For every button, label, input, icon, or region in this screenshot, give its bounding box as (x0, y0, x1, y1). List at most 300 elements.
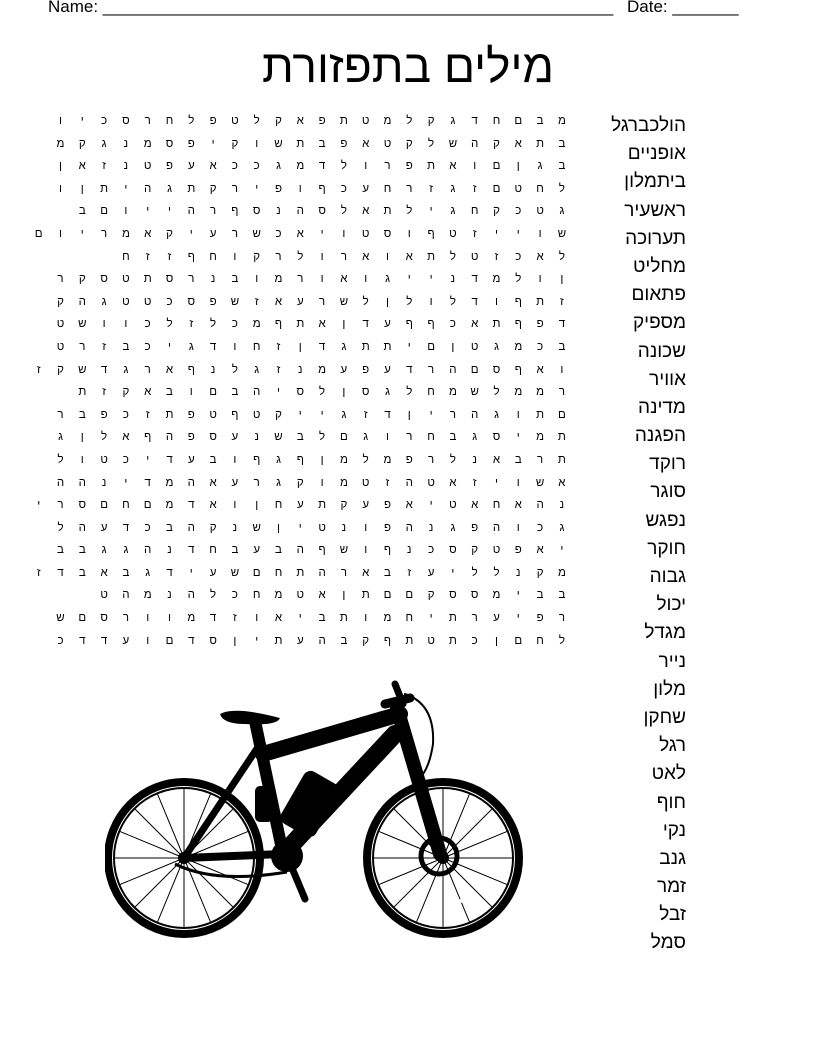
grid-letter: ש (56, 612, 65, 625)
grid-letter: נ (123, 137, 129, 150)
grid-letter: ז (36, 566, 41, 579)
grid-letter: י (429, 612, 433, 625)
grid-letter: ש (448, 137, 458, 150)
grid-letter: פ (274, 182, 282, 195)
grid-letter: ו (233, 499, 237, 512)
grid-letter: ס (361, 386, 370, 399)
grid-letter: י (320, 408, 324, 421)
grid-letter: א (209, 499, 217, 512)
grid-letter: ם (100, 499, 108, 512)
grid-letter: ט (252, 408, 261, 421)
grid-letter: ח (122, 499, 130, 512)
grid-letter: ד (209, 612, 217, 625)
grid-letter: ר (144, 363, 151, 376)
grid-letter: י (516, 431, 520, 444)
grid-letter: א (405, 499, 413, 512)
grid-letter: י (451, 566, 455, 579)
grid-letter: י (320, 227, 324, 240)
grid-letter: ם (339, 431, 348, 444)
grid-letter: ע (187, 160, 195, 173)
grid-letter: ל (188, 115, 195, 127)
word-list-item: ביתמלון (624, 171, 686, 193)
grid-letter: ו (59, 182, 62, 195)
grid-letter: ה (296, 544, 304, 557)
grid-letter: ל (319, 431, 326, 444)
grid-letter: ו (364, 160, 368, 173)
grid-letter: ז (254, 295, 259, 308)
grid-letter: ט (209, 408, 217, 421)
grid-letter: ר (275, 250, 282, 263)
grid-letter: ט (361, 476, 370, 489)
seat (220, 711, 280, 725)
grid-letter: ד (318, 340, 326, 353)
grid-letter: א (296, 115, 304, 127)
grid-letter: ת (100, 182, 109, 195)
grid-letter: ל (340, 205, 347, 218)
grid-letter: ת (339, 115, 348, 127)
grid-letter: ף (318, 182, 326, 195)
grid-letter: א (209, 476, 217, 489)
grid-letter: ף (144, 431, 152, 444)
grid-letter: ז (429, 182, 433, 195)
grid-letter: א (165, 363, 174, 376)
grid-letter: ו (189, 386, 193, 399)
grid-letter: ט (470, 340, 479, 353)
grid-letter: ו (59, 115, 62, 127)
grid-letter: ט (427, 634, 435, 647)
grid-letter: ז (189, 318, 194, 331)
grid-letter: ל (253, 115, 260, 127)
grid-letter: ר (340, 566, 347, 579)
grid-letter: י (407, 340, 411, 353)
grid-letter: ע (340, 363, 348, 376)
grid-letter: ב (231, 273, 239, 286)
grid-letter: ג (494, 340, 499, 353)
grid-letter: א (492, 453, 501, 466)
grid-letter: א (558, 476, 566, 489)
grid-letter: ז (407, 566, 412, 579)
grid-letter: ד (209, 340, 217, 353)
grid-letter: פ (405, 453, 413, 466)
grid-letter: ל (362, 453, 369, 466)
grid-letter: ו (429, 295, 433, 308)
grid-letter: ד (471, 295, 478, 308)
grid-letter: ל (449, 453, 456, 466)
word-list-item: נייר (658, 650, 686, 672)
grid-letter: נ (167, 589, 172, 602)
grid-letter: ע (362, 499, 370, 512)
grid-letter: ר (406, 182, 413, 195)
grid-letter: ה (318, 566, 326, 579)
grid-letter: ו (146, 612, 150, 625)
grid-letter: פ (471, 521, 479, 534)
grid-letter: ג (472, 431, 478, 444)
grid-letter: ה (144, 544, 152, 557)
grid-letter: פ (187, 431, 195, 444)
grid-letter: ג (363, 431, 369, 444)
grid-letter: ו (320, 250, 324, 263)
grid-letter: ט (449, 227, 457, 240)
grid-letter: ב (166, 386, 173, 399)
grid-letter: א (514, 137, 522, 150)
grid-letter: ע (296, 634, 304, 647)
grid-letter: מ (557, 566, 566, 579)
word-list-item: אופניים (627, 143, 686, 165)
grid-letter: ר (57, 273, 64, 286)
grid-letter: מ (557, 115, 566, 127)
grid-letter: ר (558, 386, 565, 399)
grid-letter: י (80, 227, 84, 240)
grid-letter: ז (36, 363, 41, 376)
grid-letter: ב (449, 431, 457, 444)
grid-letter: מ (121, 227, 130, 240)
grid-letter: ג (123, 363, 129, 376)
grid-letter: ר (428, 453, 435, 466)
grid-letter: ח (536, 182, 544, 195)
grid-letter: ק (493, 205, 500, 218)
word-list-item: לאט (651, 763, 686, 785)
grid-letter: ת (536, 408, 545, 421)
grid-letter: כ (253, 160, 260, 173)
grid-letter: ג (385, 386, 390, 399)
grid-letter: ף (187, 363, 195, 376)
grid-letter: ב (275, 544, 282, 557)
grid-letter: ז (560, 295, 564, 308)
grid-letter: ט (100, 589, 108, 602)
grid-letter: מ (514, 340, 523, 353)
grid-letter: ב (122, 340, 130, 353)
grid-letter: ז (167, 250, 172, 263)
date-field-label: Date: _______ (627, 0, 739, 16)
grid-letter: פ (187, 137, 195, 150)
grid-letter: ע (100, 521, 108, 534)
grid-letter: נ (210, 273, 216, 286)
grid-letter: ף (231, 205, 239, 218)
grid-letter: ף (514, 318, 522, 331)
grid-letter: א (296, 227, 304, 240)
grid-letter: ו (320, 273, 324, 286)
grid-letter: ת (427, 160, 436, 173)
grid-letter: ל (319, 386, 326, 399)
grid-letter: ו (364, 273, 368, 286)
grid-letter: ק (57, 295, 64, 308)
grid-letter: ת (78, 386, 87, 399)
grid-letter: ב (78, 408, 86, 421)
name-field-label: Name: ______________________________________________________ (48, 0, 614, 16)
grid-letter: ז (472, 227, 477, 240)
grid-letter: ר (558, 612, 565, 625)
word-list-item: מדינה (638, 396, 686, 418)
grid-letter: פ (100, 408, 108, 421)
grid-letter: א (100, 566, 108, 579)
grid-letter: ל (449, 250, 456, 263)
grid-letter: י (429, 273, 433, 286)
grid-letter: ק (78, 273, 86, 286)
grid-letter: ח (470, 205, 479, 218)
grid-letter: ק (427, 115, 435, 127)
grid-letter: ן (342, 589, 346, 602)
grid-letter: ר (428, 363, 435, 376)
grid-letter: ו (233, 453, 237, 466)
grid-letter: ש (557, 227, 567, 240)
grid-letter: ב (536, 115, 544, 127)
grid-letter: ג (385, 273, 390, 286)
grid-letter: י (211, 137, 215, 150)
grid-letter: ס (122, 115, 130, 127)
grid-letter: ת (536, 137, 545, 150)
battery (278, 768, 343, 840)
grid-letter: ש (78, 363, 87, 376)
bicycle-icon (105, 674, 523, 942)
grid-letter: ל (449, 295, 456, 308)
grid-letter: ב (231, 544, 239, 557)
grid-letter: ת (187, 182, 196, 195)
grid-letter: ף (231, 408, 239, 421)
grid-letter: ט (122, 273, 130, 286)
grid-letter: י (255, 634, 259, 647)
grid-letter: כ (515, 205, 522, 218)
grid-letter: כ (428, 544, 435, 557)
grid-letter: ה (492, 521, 501, 534)
grid-letter: י (516, 589, 520, 602)
grid-letter: ן (80, 431, 84, 444)
grid-letter: ט (427, 476, 435, 489)
grid-letter: ש (339, 295, 349, 308)
grid-letter: ט (56, 318, 65, 331)
grid-letter: נ (167, 544, 172, 557)
grid-letter: ז (385, 476, 390, 489)
grid-letter: א (362, 566, 370, 579)
word-list-item: חוף (656, 791, 686, 813)
grid-letter: ג (123, 544, 129, 557)
grid-letter: מ (514, 386, 523, 399)
grid-letter: ש (274, 431, 283, 444)
grid-letter: א (514, 499, 522, 512)
grid-letter: נ (516, 566, 521, 579)
grid-letter: ח (274, 566, 283, 579)
grid-letter: ב (536, 589, 544, 602)
grid-letter: ג (450, 205, 456, 218)
grid-letter: א (209, 160, 217, 173)
grid-letter: ג (167, 182, 172, 195)
grid-letter: ט (122, 295, 130, 308)
grid-letter: ן (342, 386, 346, 399)
grid-letter: ח (492, 115, 501, 127)
grid-letter: ח (492, 499, 501, 512)
grid-letter: ק (78, 137, 86, 150)
word-list-item: הפגנה (634, 425, 686, 447)
grid-letter: נ (298, 363, 303, 376)
grid-letter: מ (536, 386, 545, 399)
grid-letter: פ (165, 160, 173, 173)
grid-letter: ט (296, 589, 305, 602)
grid-letter: ד (188, 634, 195, 647)
grid-letter: ב (558, 589, 566, 602)
grid-letter: ו (386, 431, 389, 444)
grid-letter: ן (298, 340, 302, 353)
grid-letter: ל (428, 137, 435, 150)
grid-letter: ב (57, 544, 64, 557)
grid-letter: א (362, 205, 370, 218)
grid-letter: מ (143, 137, 152, 150)
grid-letter: כ (515, 250, 522, 263)
grid-letter: ע (231, 431, 239, 444)
grid-letter: ק (253, 250, 261, 263)
grid-letter: ה (536, 499, 544, 512)
grid-letter: ק (427, 589, 435, 602)
grid-letter: מ (492, 273, 501, 286)
grid-letter: ר (406, 431, 413, 444)
grid-letter: ח (252, 340, 261, 353)
grid-letter: ה (449, 363, 457, 376)
grid-letter: ה (187, 476, 195, 489)
grid-letter: ן (320, 453, 324, 466)
grid-letter: כ (144, 318, 151, 331)
grid-letter: ב (78, 566, 86, 579)
grid-letter: י (37, 499, 41, 512)
grid-letter: ג (276, 453, 281, 466)
grid-letter: מ (383, 115, 392, 127)
grid-letter: ד (100, 363, 108, 376)
grid-letter: ת (296, 318, 305, 331)
grid-letter: ן (255, 499, 259, 512)
word-list-item: רוקד (649, 453, 686, 475)
word-list-item: מגדל (644, 622, 686, 644)
grid-letter: ם (34, 227, 43, 240)
grid-letter: ת (165, 408, 174, 421)
grid-letter: ד (57, 566, 64, 579)
grid-letter: ס (492, 363, 501, 376)
grid-letter: פ (383, 521, 391, 534)
grid-letter: ת (557, 453, 566, 466)
grid-letter: ל (406, 205, 413, 218)
grid-letter: ף (383, 634, 392, 647)
grid-letter: ע (209, 566, 217, 579)
grid-letter: ף (253, 453, 261, 466)
grid-letter: ק (471, 544, 479, 557)
grid-letter: ה (471, 137, 479, 150)
grid-letter: ח (209, 544, 217, 557)
grid-letter: ר (471, 612, 478, 625)
grid-letter: א (536, 544, 544, 557)
grid-letter: כ (122, 408, 129, 421)
grid-letter: ו (320, 476, 324, 489)
grid-letter: ב (78, 544, 86, 557)
grid-letter: כ (101, 115, 108, 127)
grid-letter: ק (340, 499, 348, 512)
grid-letter: י (298, 612, 302, 625)
grid-letter: ו (102, 318, 106, 331)
grid-letter: ה (78, 295, 86, 308)
grid-letter: ף (383, 544, 392, 557)
grid-letter: ל (558, 634, 565, 647)
word-list-item: ראשעיר (624, 199, 686, 221)
grid-letter: ח (405, 612, 414, 625)
grid-letter: ג (58, 431, 63, 444)
grid-letter: ס (470, 589, 479, 602)
grid-letter: כ (537, 521, 544, 534)
grid-letter: ה (405, 521, 413, 534)
grid-letter: ן (451, 340, 455, 353)
grid-letter: ז (102, 340, 106, 353)
grid-letter: ל (515, 273, 522, 286)
grid-letter: א (274, 612, 283, 625)
grid-letter: י (516, 227, 520, 240)
grid-letter: ט (318, 521, 326, 534)
grid-letter: פ (405, 160, 413, 173)
grid-letter: ם (165, 634, 174, 647)
grid-letter: ז (276, 363, 281, 376)
grid-letter: מ (448, 386, 457, 399)
grid-letter: ו (80, 453, 84, 466)
grid-letter: ר (122, 612, 129, 625)
grid-letter: א (318, 589, 326, 602)
grid-letter: ו (233, 340, 237, 353)
grid-letter: ש (470, 386, 479, 399)
grid-letter: ו (298, 182, 302, 195)
grid-letter: ה (122, 589, 130, 602)
grid-letter: ה (165, 431, 174, 444)
grid-letter: ר (57, 499, 64, 512)
grid-letter: ע (296, 295, 304, 308)
grid-letter: ת (383, 205, 392, 218)
grid-letter: מ (274, 589, 283, 602)
grid-letter: ז (276, 340, 281, 353)
grid-letter: א (274, 295, 283, 308)
grid-letter: ר (340, 250, 347, 263)
grid-letter: ג (188, 340, 194, 353)
grid-letter: ל (166, 318, 173, 331)
grid-letter: נ (341, 521, 347, 534)
grid-letter: ח (383, 182, 392, 195)
grid-letter: ן (59, 160, 62, 173)
grid-letter: ל (558, 250, 565, 263)
word-list (588, 112, 698, 958)
grid-letter: ק (166, 227, 173, 240)
grid-letter: ף (296, 453, 304, 466)
grid-letter: ז (363, 408, 368, 421)
grid-letter: ד (362, 318, 369, 331)
grid-letter: ר (101, 227, 108, 240)
grid-letter: נ (276, 205, 281, 218)
grid-letter: ל (493, 386, 500, 399)
word-list-item: סמל (650, 932, 686, 954)
grid-letter: י (146, 205, 150, 218)
grid-letter: ק (231, 137, 239, 150)
grid-letter: ן (407, 408, 411, 421)
grid-letter: כ (471, 634, 478, 647)
grid-letter: ר (231, 182, 238, 195)
grid-letter: ע (384, 363, 391, 376)
grid-letter: ס (78, 499, 87, 512)
grid-letter: ם (78, 612, 87, 625)
grid-letter: ת (448, 612, 457, 625)
grid-letter: ט (143, 295, 152, 308)
grid-letter: ת (318, 499, 327, 512)
grid-letter: א (340, 273, 348, 286)
grid-letter: א (449, 476, 457, 489)
grid-letter: ט (536, 205, 544, 218)
grid-letter: י (495, 476, 498, 489)
grid-letter: ג (537, 160, 543, 173)
grid-letter: ו (146, 634, 150, 647)
grid-letter: ד (122, 521, 130, 534)
grid-letter: ש (78, 318, 87, 331)
word-list-item: שחקן (643, 706, 686, 728)
grid-letter: ן (495, 634, 498, 647)
grid-letter: ב (78, 205, 86, 218)
grid-letter: ל (297, 250, 304, 263)
